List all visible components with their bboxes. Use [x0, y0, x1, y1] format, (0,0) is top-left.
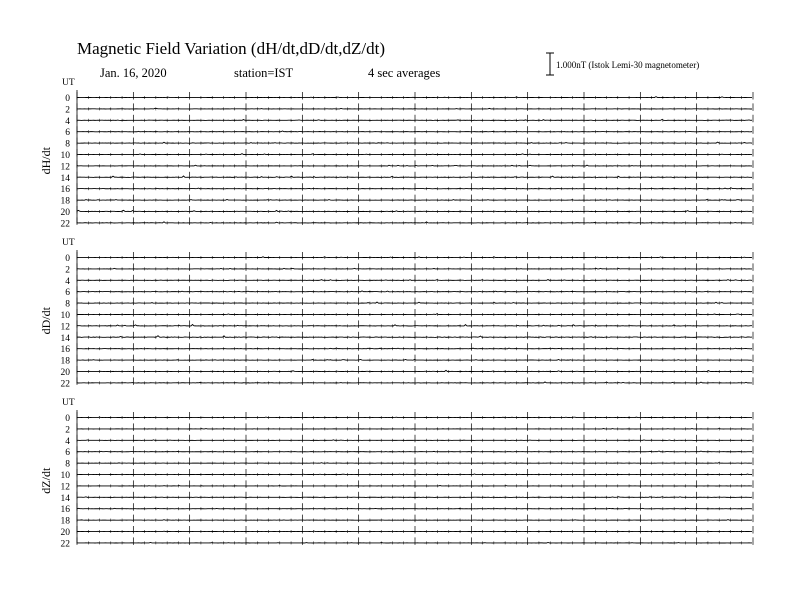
chart-title: Magnetic Field Variation (dH/dt,dD/dt,dZ/dt) — [77, 39, 386, 58]
ut-label: UT — [62, 398, 75, 408]
hour-label: 14 — [60, 173, 70, 184]
scale-bar-label: 1.000nT (Istok Lemi-30 magnetometer) — [556, 60, 700, 70]
hour-label: 20 — [60, 208, 70, 218]
station-label: station=IST — [234, 66, 294, 80]
hour-label: 22 — [60, 219, 70, 230]
hour-label: 16 — [60, 185, 70, 196]
hour-label: 6 — [65, 128, 70, 139]
trace-dz-dt-row-18 — [77, 520, 752, 521]
ut-label: UT — [62, 238, 75, 248]
hour-label: 14 — [60, 333, 70, 344]
hour-label: 2 — [65, 425, 70, 436]
panel-dh-dt — [39, 78, 753, 229]
hour-label: 22 — [60, 379, 70, 390]
averaging-label: 4 sec averages — [368, 66, 441, 80]
panel-label: dD/dt — [39, 307, 53, 335]
hour-label: 0 — [65, 414, 70, 424]
trace-dz-dt-row-14 — [77, 497, 752, 498]
trace-dz-dt-row-0 — [77, 417, 752, 418]
panel-label: dZ/dt — [39, 467, 53, 494]
hour-label: 8 — [65, 139, 70, 150]
hour-label: 2 — [65, 265, 70, 276]
hour-label: 20 — [60, 368, 70, 378]
trace-dz-dt-row-16 — [77, 508, 752, 509]
panel-label: dH/dt — [39, 147, 53, 175]
hour-label: 18 — [60, 516, 70, 527]
date-label: Jan. 16, 2020 — [100, 66, 167, 80]
hour-label: 8 — [65, 299, 70, 310]
hour-label: 12 — [60, 162, 70, 173]
trace-dd-dt-row-16 — [77, 348, 752, 349]
hour-label: 14 — [60, 493, 70, 504]
panels-group — [39, 78, 753, 549]
hour-label: 0 — [65, 94, 70, 104]
hour-label: 10 — [60, 151, 70, 161]
trace-dz-dt-row-20 — [77, 531, 752, 532]
hour-label: 16 — [60, 505, 70, 516]
hour-label: 20 — [60, 528, 70, 538]
trace-dz-dt-row-22 — [77, 542, 752, 543]
trace-dh-dt-row-18 — [77, 199, 752, 200]
hour-label: 6 — [65, 448, 70, 459]
hour-label: 12 — [60, 482, 70, 493]
trace-dz-dt-row-8 — [77, 463, 752, 464]
trace-dz-dt-row-2 — [77, 429, 752, 430]
hour-label: 8 — [65, 459, 70, 470]
hour-label: 2 — [65, 105, 70, 116]
trace-dh-dt-row-2 — [77, 108, 752, 109]
hour-label: 6 — [65, 288, 70, 299]
hour-label: 16 — [60, 345, 70, 356]
hour-label: 18 — [60, 356, 70, 367]
trace-dz-dt-row-4 — [77, 440, 752, 441]
hour-label: 18 — [60, 196, 70, 207]
panel-dz-dt — [39, 398, 753, 549]
panel-dd-dt — [39, 238, 753, 389]
hour-label: 10 — [60, 471, 70, 481]
ut-label: UT — [62, 78, 75, 88]
hour-label: 22 — [60, 539, 70, 550]
hour-label: 4 — [65, 116, 70, 127]
hour-label: 0 — [65, 254, 70, 264]
hour-label: 12 — [60, 322, 70, 333]
trace-dz-dt-row-10 — [77, 474, 752, 475]
hour-label: 4 — [65, 436, 70, 447]
scale-bar — [546, 53, 699, 75]
hour-label: 10 — [60, 311, 70, 321]
hour-label: 4 — [65, 276, 70, 287]
